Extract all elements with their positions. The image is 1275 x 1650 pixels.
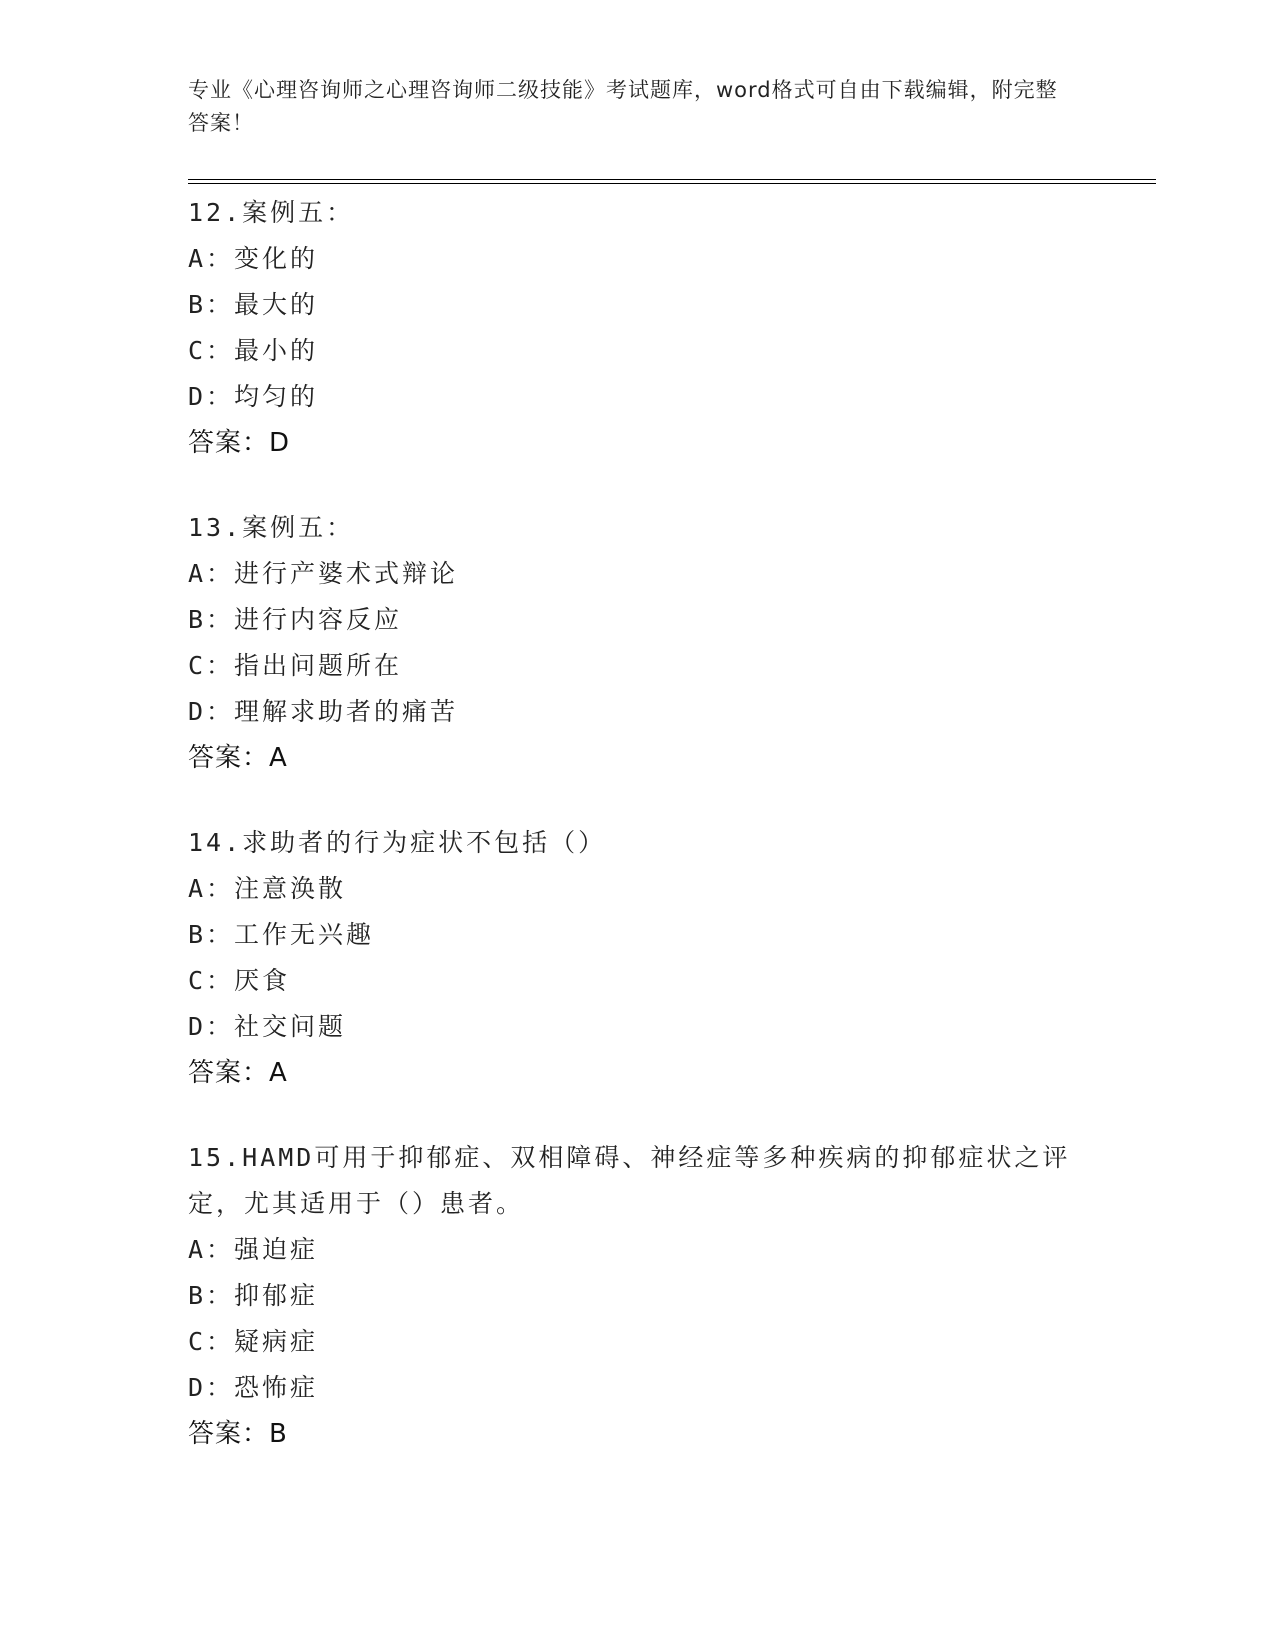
option-a: A：变化的 <box>188 244 319 273</box>
option-b: B：工作无兴趣 <box>188 920 375 949</box>
option-c: C：指出问题所在 <box>188 651 403 680</box>
question-stem: 14.求助者的行为症状不包括（） <box>188 828 607 857</box>
option-a: A：进行产婆术式辩论 <box>188 559 459 588</box>
answer: 答案：A <box>188 743 288 773</box>
option-d: D：均匀的 <box>188 382 319 411</box>
option-d: D：恐怖症 <box>188 1373 319 1402</box>
answer: 答案：B <box>188 1419 288 1449</box>
option-d: D：社交问题 <box>188 1012 347 1041</box>
question-13 <box>188 505 1088 781</box>
question-14 <box>188 820 1088 1096</box>
option-a: A：强迫症 <box>188 1235 319 1264</box>
option-c: C：厌食 <box>188 966 291 995</box>
question-list <box>188 190 1088 1496</box>
answer: 答案：D <box>188 428 291 458</box>
question-15 <box>188 1135 1088 1457</box>
option-b: B：抑郁症 <box>188 1281 319 1310</box>
question-12 <box>188 190 1088 466</box>
option-d: D：理解求助者的痛苦 <box>188 697 459 726</box>
header-divider-bottom <box>188 183 1156 184</box>
question-stem: 12.案例五： <box>188 198 355 227</box>
option-b: B：进行内容反应 <box>188 605 403 634</box>
document-header: 专业《心理咨询师之心理咨询师二级技能》考试题库，word格式可自由下载编辑，附完整答案！ <box>188 78 1058 135</box>
question-stem: 15.HAMD可用于抑郁症、双相障碍、神经症等多种疾病的抑郁症状之评定，尤其适用于（）患者。 <box>188 1143 1071 1218</box>
option-a: A：注意涣散 <box>188 874 347 903</box>
header-divider-top <box>188 179 1156 180</box>
answer: 答案：A <box>188 1058 288 1088</box>
option-b: B：最大的 <box>188 290 319 319</box>
question-stem: 13.案例五： <box>188 513 355 542</box>
option-c: C：最小的 <box>188 336 319 365</box>
option-c: C：疑病症 <box>188 1327 319 1356</box>
